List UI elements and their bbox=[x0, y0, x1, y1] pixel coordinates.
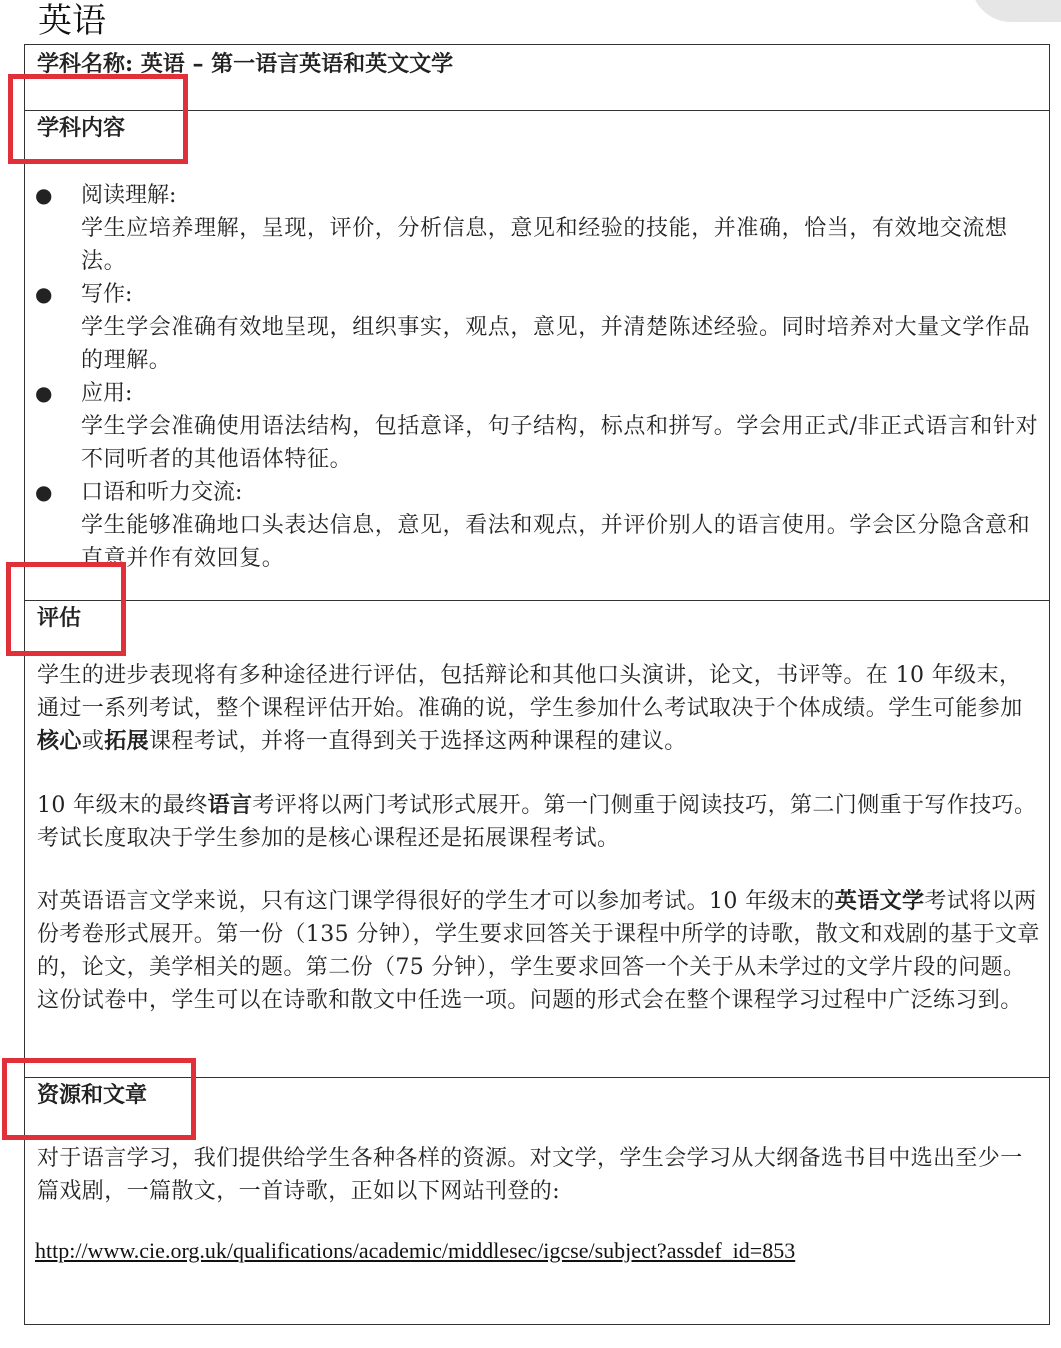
list-item bbox=[25, 476, 1045, 575]
bullet-icon: ● bbox=[35, 480, 53, 504]
list-item bbox=[25, 377, 1045, 476]
content-section bbox=[25, 111, 1049, 601]
content-heading: 学科内容 bbox=[37, 115, 126, 141]
item-description: 学生应培养理解，呈现，评价，分析信息，意见和经验的技能，并准确，恰当，有效地交流想法。 bbox=[81, 216, 1008, 274]
bullet-icon: ● bbox=[35, 381, 53, 405]
highlight-box-content bbox=[8, 74, 188, 164]
item-description: 学生学会准确使用语法结构，包括意译，句子结构，标点和拼写。学会用正式/非正式语言和针对不同听者的其他语体特征。 bbox=[81, 414, 1039, 472]
resource-link[interactable]: http://www.cie.org.uk/qualifications/academic/middlesec/igcse/subject?assdef_id=853 bbox=[35, 1238, 796, 1263]
highlight-box-assessment bbox=[6, 562, 126, 656]
content-list bbox=[25, 179, 1045, 575]
item-label: 应用: bbox=[81, 381, 133, 406]
list-item bbox=[25, 278, 1045, 377]
page-heading: 英语 bbox=[38, 1, 106, 41]
assessment-paragraph-1: 学生的进步表现将有多种途径进行评估，包括辩论和其他口头演讲，论文，书评等。在 10 年级末，通过一系列考试，整个课程评估开始。准确的说，学生参加什么考试取决于个体成绩。学生可能参加核心或拓展课程考试，并将一直得到关于选择这两种课程的建议。 bbox=[37, 663, 1023, 754]
subject-title: 学科名称: 英语 – 第一语言英语和英文文学 bbox=[37, 51, 454, 77]
assessment-heading: 评估 bbox=[37, 605, 82, 631]
item-label: 口语和听力交流: bbox=[81, 480, 243, 505]
item-label: 写作: bbox=[81, 282, 133, 307]
item-label: 阅读理解: bbox=[81, 183, 177, 208]
list-item bbox=[25, 179, 1045, 278]
item-description: 学生学会准确有效地呈现，组织事实，观点，意见，并清楚陈述经验。同时培养对大量文学作品的理解。 bbox=[81, 315, 1031, 373]
resources-heading: 资源和文章 bbox=[37, 1082, 148, 1108]
highlight-box-resources bbox=[2, 1058, 196, 1140]
resources-paragraph: 对于语言学习，我们提供给学生各种各样的资源。对文学，学生会学习从大纲备选书目中选出至少一篇戏剧，一篇散文，一首诗歌，正如以下网站刊登的: bbox=[37, 1146, 1023, 1204]
assessment-paragraph-2: 10 年级末的最终语言考评将以两门考试形式展开。第一门侧重于阅读技巧，第二门侧重于写作技巧。考试长度取决于学生参加的是核心课程还是拓展课程考试。 bbox=[37, 792, 1037, 851]
bullet-icon: ● bbox=[35, 183, 53, 207]
corner-shade bbox=[971, 0, 1061, 22]
assessment-section bbox=[25, 601, 1049, 1078]
item-description: 学生能够准确地口头表达信息，意见，看法和观点，并评价别人的语言使用。学会区分隐含意和直意并作有效回复。 bbox=[81, 513, 1031, 571]
bullet-icon: ● bbox=[35, 282, 53, 306]
assessment-paragraph-3: 对英语语言文学来说，只有这门课学得很好的学生才可以参加考试。10 年级末的英语文学考试将以两份考卷形式展开。第一份（135 分钟），学生要求回答关于课程中所学的诗歌，散文和戏剧的基于文章的，论文，美学相关的题。第二份（75 分钟），学生要求回答一个关于从未学过的文学片段的问题。这份试卷中，学生可以在诗歌和散文中任选一项。问题的形式会在整个课程学习过程中广泛练习到。 bbox=[37, 888, 1040, 1013]
